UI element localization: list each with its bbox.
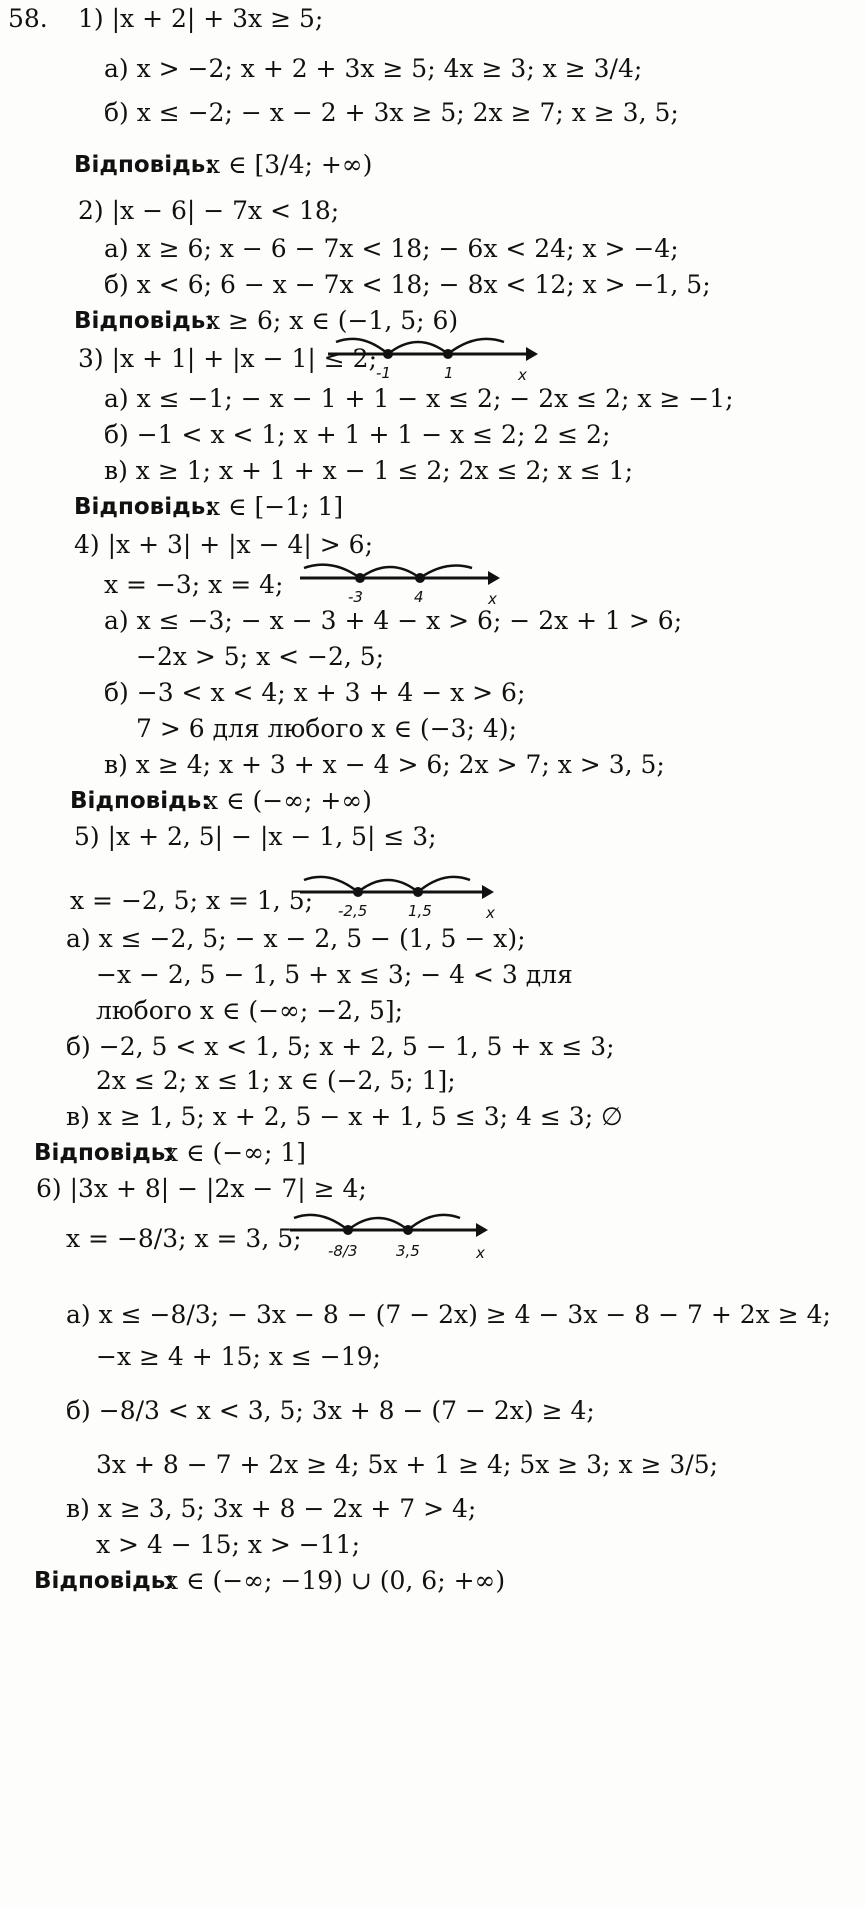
task-3-condition: 3) |x + 1| + |x − 1| ≤ 2;: [78, 344, 377, 373]
number-line-3: [328, 332, 538, 382]
task-6-case-a: а) x ≤ −8/3; − 3x − 8 − (7 − 2x) ≥ 4 − 3x − 8 − 7 + 2x ≥ 4;: [66, 1300, 831, 1329]
task-5-roots: x = −2, 5; x = 1, 5;: [70, 886, 314, 915]
answer-label: Відповідь:: [34, 1568, 175, 1594]
task-4-case-a: а) x ≤ −3; − x − 3 + 4 − x > 6; − 2x + 1 > 6;: [104, 606, 683, 635]
task-6-case-a-cont: −x ≥ 4 + 15; x ≤ −19;: [96, 1342, 381, 1371]
task-6-answer: x ∈ (−∞; −19) ∪ (0, 6; +∞): [164, 1566, 506, 1595]
task-3-case-a: а) x ≤ −1; − x − 1 + 1 − x ≤ 2; − 2x ≤ 2; x ≥ −1;: [104, 384, 734, 413]
point-right-label: 4: [414, 588, 424, 606]
point-left-label: -8/3: [328, 1242, 358, 1260]
task-4-case-b: б) −3 < x < 4; x + 3 + 4 − x > 6;: [104, 678, 526, 707]
task-2-answer: x ≥ 6; x ∈ (−1, 5; 6): [206, 306, 459, 335]
task-5-case-b: б) −2, 5 < x < 1, 5; x + 2, 5 − 1, 5 + x ≤ 3;: [66, 1032, 615, 1061]
task-4-case-b-cont: 7 > 6 для любого x ∈ (−3; 4);: [136, 714, 517, 743]
number-line-4: [300, 562, 510, 612]
task-4-case-a-cont: −2x > 5; x < −2, 5;: [136, 642, 385, 671]
task-5-case-c: в) x ≥ 1, 5; x + 2, 5 − x + 1, 5 ≤ 3; 4 ≤ 3; ∅: [66, 1102, 623, 1131]
interval-arcs: [336, 339, 504, 354]
task-3-case-c: в) x ≥ 1; x + 1 + x − 1 ≤ 2; 2x ≤ 2; x ≤ 1;: [104, 456, 634, 485]
number-line-6: [290, 1208, 510, 1268]
point-right-label: 3,5: [396, 1242, 420, 1260]
point-right: [443, 349, 453, 359]
task-4-condition: 4) |x + 3| + |x − 4| > 6;: [74, 530, 373, 559]
task-5-condition: 5) |x + 2, 5| − |x − 1, 5| ≤ 3;: [74, 822, 437, 851]
task-6-case-c: в) x ≥ 3, 5; 3x + 8 − 2x + 7 > 4;: [66, 1494, 477, 1523]
task-5-answer: x ∈ (−∞; 1]: [164, 1138, 307, 1167]
axis-arrow: [526, 347, 538, 361]
task-5-case-a: а) x ≤ −2, 5; − x − 2, 5 − (1, 5 − x);: [66, 924, 526, 953]
task-3-case-b: б) −1 < x < 1; x + 1 + 1 − x ≤ 2; 2 ≤ 2;: [104, 420, 611, 449]
point-left-label: -3: [348, 588, 363, 606]
task-6-condition: 6) |3x + 8| − |2x − 7| ≥ 4;: [36, 1174, 367, 1203]
task-5-case-a-cont2: любого x ∈ (−∞; −2, 5];: [96, 996, 404, 1025]
task-5-case-a-cont: −x − 2, 5 − 1, 5 + x ≤ 3; − 4 < 3 для: [96, 960, 573, 989]
task-1-condition: 1) |x + 2| + 3x ≥ 5;: [78, 4, 324, 33]
task-2-case-a: а) x ≥ 6; x − 6 − 7x < 18; − 6x < 24; x > −4;: [104, 234, 679, 263]
task-6-roots: x = −8/3; x = 3, 5;: [66, 1224, 302, 1253]
point-left-label: -1: [376, 364, 391, 382]
task-1-answer: x ∈ [3/4; +∞): [206, 150, 373, 179]
task-2-case-b: б) x < 6; 6 − x − 7x < 18; − 8x < 12; x > −1, 5;: [104, 270, 711, 299]
answer-label: Відповідь:: [34, 1140, 175, 1166]
point-left-label: -2,5: [338, 902, 368, 920]
task-6-case-c-cont: x > 4 − 15; x > −11;: [96, 1530, 360, 1559]
axis-x-label: x: [488, 590, 497, 608]
axis-x-label: x: [518, 366, 527, 384]
number-line-5: [300, 870, 510, 925]
task-1-case-a: а) x > −2; x + 2 + 3x ≥ 5; 4x ≥ 3; x ≥ 3/4;: [104, 54, 643, 83]
answer-label: Відповідь:: [74, 494, 215, 520]
task-6-case-b-cont: 3x + 8 − 7 + 2x ≥ 4; 5x + 1 ≥ 4; 5x ≥ 3; x ≥ 3/5;: [96, 1450, 719, 1479]
task-1-case-b: б) x ≤ −2; − x − 2 + 3x ≥ 5; 2x ≥ 7; x ≥ 3, 5;: [104, 98, 679, 127]
point-right-label: 1: [444, 364, 454, 382]
point-right-label: 1,5: [408, 902, 432, 920]
axis-x-label: x: [476, 1244, 485, 1262]
task-5-case-b-cont: 2x ≤ 2; x ≤ 1; x ∈ (−2, 5; 1];: [96, 1066, 456, 1095]
task-4-answer: x ∈ (−∞; +∞): [204, 786, 372, 815]
problem-number: 58.: [8, 4, 48, 33]
answer-label: Відповідь:: [74, 152, 215, 178]
task-2-condition: 2) |x − 6| − 7x < 18;: [78, 196, 340, 225]
task-6-case-b: б) −8/3 < x < 3, 5; 3x + 8 − (7 − 2x) ≥ 4;: [66, 1396, 595, 1425]
task-4-roots: x = −3; x = 4;: [104, 570, 284, 599]
point-left: [383, 349, 393, 359]
axis-x-label: x: [486, 904, 495, 922]
answer-label: Відповідь:: [74, 308, 215, 334]
answer-label: Відповідь:: [70, 788, 211, 814]
task-3-answer: x ∈ [−1; 1]: [206, 492, 344, 521]
task-4-case-c: в) x ≥ 4; x + 3 + x − 4 > 6; 2x > 7; x > 3, 5;: [104, 750, 665, 779]
